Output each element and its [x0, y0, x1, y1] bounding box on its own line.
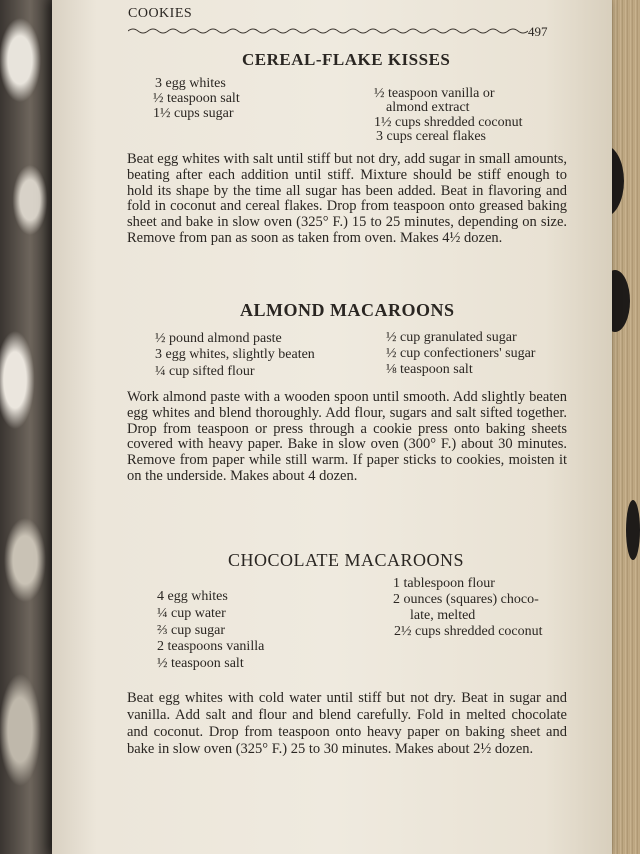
ingredient: almond extract: [386, 100, 470, 115]
ingredient: ⅛ teaspoon salt: [386, 362, 473, 377]
header-wavy-rule: [128, 24, 528, 38]
adjacent-page-photo: [0, 0, 60, 854]
ingredient: ¼ cup sifted flour: [155, 364, 255, 379]
ingredient: late, melted: [410, 608, 476, 623]
ingredient: 3 egg whites: [155, 76, 226, 91]
recipe-method: Beat egg whites with cold water until stiff but not dry. Beat in sugar and vanilla. Add salt and flour and blend carefully. Fold in melted chocolate and coconut. Drop from teaspoon onto heavy paper on baking sheet and bake in slow oven (325° F.) 25 to 30 minutes. Makes about 2½ dozen.: [127, 690, 567, 757]
ingredient: ½ teaspoon salt: [153, 91, 240, 106]
ingredient: 2½ cups shredded coconut: [394, 624, 543, 639]
ingredient: ½ pound almond paste: [155, 331, 282, 346]
ingredient: 1½ cups shredded coconut: [374, 115, 523, 130]
ingredient: 1½ cups sugar: [153, 106, 234, 121]
ingredient: 2 ounces (squares) choco-: [393, 592, 539, 607]
recipe-title: ALMOND MACAROONS: [240, 300, 455, 320]
recipe-method: Work almond paste with a wooden spoon until smooth. Add slightly beaten egg whites and blend thoroughly. Add flour, sugars and salt sifted together. Drop from teaspoon or press through a cookie press onto baking sheets covered with heavy paper. Bake in slow oven (300° F.) about 30 minutes. Remove from paper while still warm. If paper sticks to cookies, moisten it on the underside. Makes about 4 dozen.: [127, 389, 567, 484]
ingredient: 3 egg whites, slightly beaten: [155, 347, 315, 362]
ingredient: ⅔ cup sugar: [157, 623, 226, 638]
ingredient: ¼ cup water: [157, 606, 226, 621]
ingredient: 3 cups cereal flakes: [376, 129, 486, 144]
ingredient: 1 tablespoon flour: [393, 576, 495, 591]
ingredient: 4 egg whites: [157, 589, 228, 604]
recipe-title: CHOCOLATE MACAROONS: [228, 550, 465, 570]
page-number: 497: [528, 24, 548, 39]
section-header: COOKIES: [128, 6, 193, 21]
ingredient: ½ cup confectioners' sugar: [386, 346, 536, 361]
recipe-title: CEREAL-FLAKE KISSES: [242, 50, 451, 69]
ingredient: ½ teaspoon salt: [157, 656, 244, 671]
ingredient: 2 teaspoons vanilla: [157, 639, 265, 654]
recipe-method: Beat egg whites with salt until stiff but not dry, add sugar in small amounts, beating after each addition until stiff. Mixture should be stiff enough to hold its shape by the time all sugar has been added. Beat in flavoring and fold in coconut and cereal flakes. Drop from teaspoon onto greased baking sheet and bake in slow oven (325° F.) 15 to 25 minutes, depending on size. Remove from pan as soon as taken from oven. Makes 4½ dozen.: [127, 151, 567, 246]
ingredient: ½ teaspoon vanilla or: [374, 86, 495, 101]
thumb-index-tab: [626, 500, 640, 560]
ingredient: ½ cup granulated sugar: [386, 330, 517, 345]
